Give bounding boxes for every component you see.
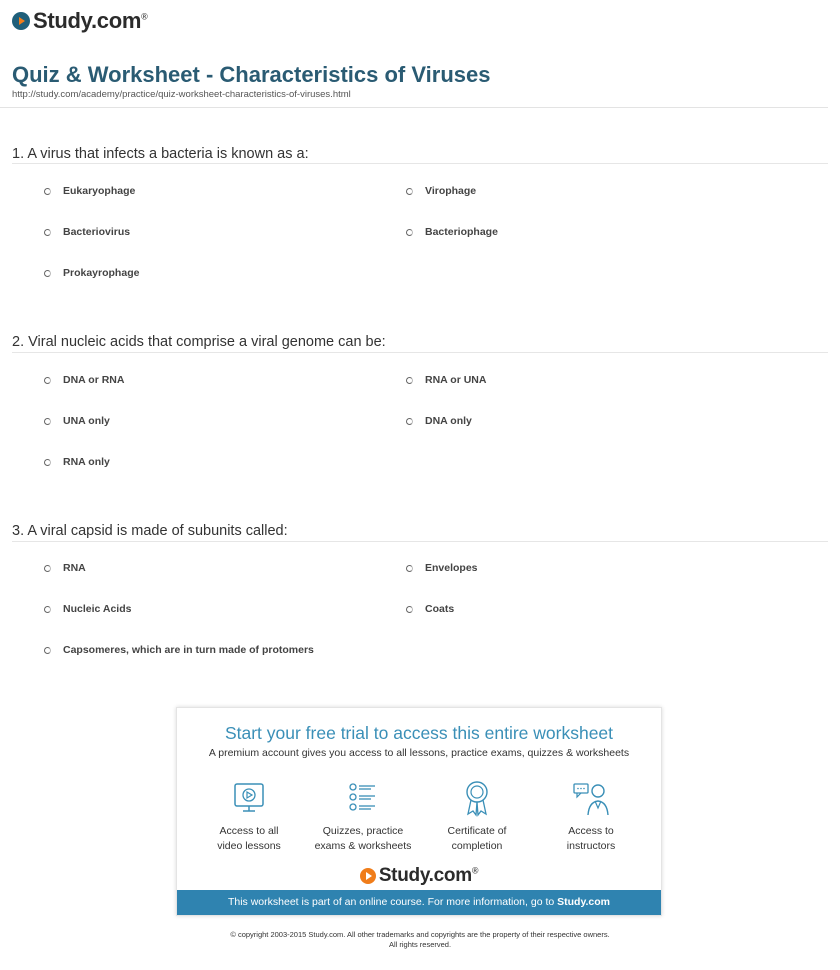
- radio-button[interactable]: [406, 606, 413, 613]
- radio-button[interactable]: [44, 606, 51, 613]
- page-url[interactable]: http://study.com/academy/practice/quiz-worksheet-characteristics-of-viruses.html: [12, 89, 351, 100]
- radio-button[interactable]: [44, 418, 51, 425]
- question-1: 1. A virus that infects a bacteria is known as a:: [12, 146, 309, 162]
- radio-button[interactable]: [44, 270, 51, 277]
- question-divider: [12, 352, 828, 353]
- option-q1-e[interactable]: Prokayrophage: [44, 267, 139, 279]
- free-trial-promo: [176, 707, 662, 916]
- feature-quizzes: Quizzes, practice exams & worksheets: [313, 778, 413, 854]
- radio-button[interactable]: [406, 229, 413, 236]
- instructor-icon: [571, 778, 611, 818]
- promo-studycom-logo[interactable]: Study.com®: [177, 865, 661, 887]
- option-q3-b[interactable]: Envelopes: [406, 562, 478, 574]
- radio-button[interactable]: [406, 377, 413, 384]
- studycom-link[interactable]: Study.com: [557, 896, 611, 908]
- radio-button[interactable]: [44, 229, 51, 236]
- option-q2-e[interactable]: RNA only: [44, 456, 110, 468]
- feature-certificate: Certificate of completion: [427, 778, 527, 854]
- quiz-list-icon: [343, 778, 383, 818]
- certificate-icon: [457, 778, 497, 818]
- radio-button[interactable]: [44, 647, 51, 654]
- radio-button[interactable]: [44, 459, 51, 466]
- play-logo-icon: [12, 12, 30, 30]
- promo-title[interactable]: Start your free trial to access this entire worksheet: [224, 723, 614, 743]
- course-info-bar: This worksheet is part of an online course. For more information, go to Study.com: [177, 890, 661, 915]
- question-2: 2. Viral nucleic acids that comprise a viral genome can be:: [12, 334, 386, 350]
- question-3: 3. A viral capsid is made of subunits called:: [12, 523, 288, 539]
- feature-instructors: Access to instructors: [541, 778, 641, 854]
- radio-button[interactable]: [44, 377, 51, 384]
- copyright-footer: © copyright 2003-2015 Study.com. All other trademarks and copyrights are the property of their respective owners. All rights reserved.: [230, 930, 610, 949]
- radio-button[interactable]: [44, 188, 51, 195]
- option-q1-c[interactable]: Bacteriovirus: [44, 226, 130, 238]
- logo-text: Study.com®: [33, 8, 148, 33]
- option-q2-a[interactable]: DNA or RNA: [44, 374, 124, 386]
- radio-button[interactable]: [406, 188, 413, 195]
- promo-subtitle: A premium account gives you access to all lessons, practice exams, quizzes & worksheets: [208, 747, 630, 759]
- option-q1-b[interactable]: Virophage: [406, 185, 476, 197]
- option-q3-e[interactable]: Capsomeres, which are in turn made of protomers: [44, 644, 314, 656]
- header-divider: [0, 107, 828, 108]
- option-q2-c[interactable]: UNA only: [44, 415, 110, 427]
- option-q1-a[interactable]: Eukaryophage: [44, 185, 135, 197]
- video-lesson-icon: [229, 778, 269, 818]
- option-q2-b[interactable]: RNA or UNA: [406, 374, 486, 386]
- radio-button[interactable]: [406, 418, 413, 425]
- option-q3-c[interactable]: Nucleic Acids: [44, 603, 131, 615]
- option-q3-d[interactable]: Coats: [406, 603, 454, 615]
- studycom-logo[interactable]: [12, 8, 147, 34]
- play-logo-icon: [360, 868, 376, 884]
- question-divider: [12, 163, 828, 164]
- feature-video-lessons: Access to all video lessons: [199, 778, 299, 854]
- option-q1-d[interactable]: Bacteriophage: [406, 226, 498, 238]
- option-q3-a[interactable]: RNA: [44, 562, 86, 574]
- radio-button[interactable]: [406, 565, 413, 572]
- page-title: Quiz & Worksheet - Characteristics of Viruses: [12, 62, 491, 87]
- option-q2-d[interactable]: DNA only: [406, 415, 472, 427]
- radio-button[interactable]: [44, 565, 51, 572]
- question-divider: [12, 541, 828, 542]
